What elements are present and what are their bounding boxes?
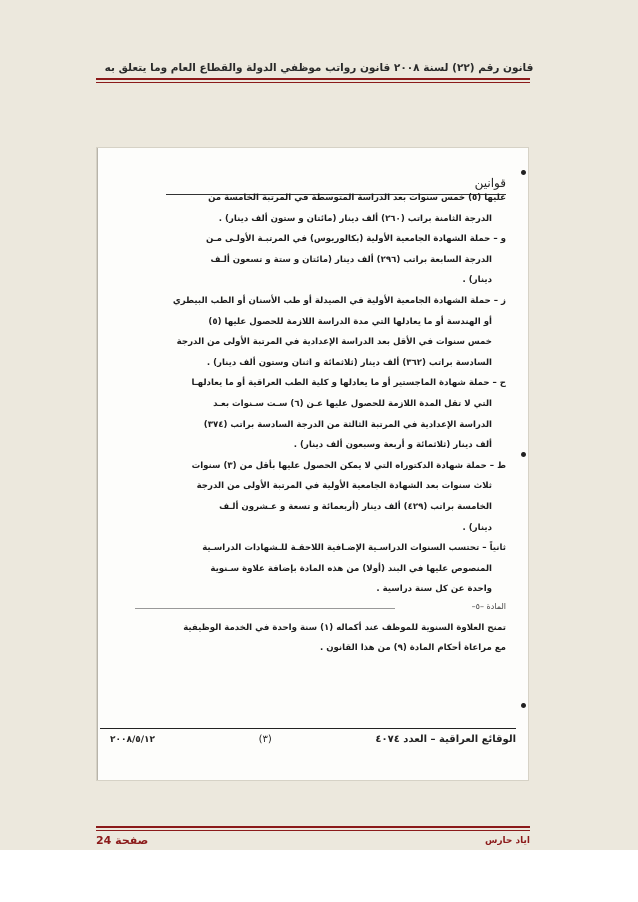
body-line: الدراسة الإعدادية في المرتبة الثالثة من الدرجة السادسة براتب (٣٧٤) bbox=[203, 419, 492, 430]
gazette-source: الوقائع العراقية – العدد ٤٠٧٤ bbox=[375, 734, 516, 745]
body-line: الدرجة السابعة براتب (٢٩٦) ألف دينار (مائتان و ستة و تسعون ألـف bbox=[210, 254, 492, 265]
body-line: السادسة براتب (٣٦٢) ألف دينار (ثلاثمائة و اثنان وستون ألف دينار) . bbox=[206, 357, 492, 368]
article-body-text bbox=[106, 618, 506, 658]
body-line: ط – حملة شهادة الدكتوراه التي لا يمكن الحصول عليها بأقل من (٣) سنوات bbox=[191, 460, 506, 471]
body-line: و – حملة الشهادة الجامعية الأولية (بكالوريوس) في المرتبـة الأولـى مـن bbox=[205, 234, 506, 245]
article-line: مع مراعاة أحكام المادة (٩) من هذا القانون . bbox=[319, 643, 506, 653]
gazette-footer bbox=[110, 734, 516, 745]
body-line: أو الهندسة أو ما يعادلها التي مدة الدراسة اللازمة للحصول عليها (٥) bbox=[208, 316, 492, 327]
header-rule bbox=[96, 78, 530, 83]
body-line: ألف دينار (ثلاثمائة و أربعة وسبعون ألف دينار) . bbox=[293, 440, 492, 451]
article-line: تمنح العلاوة السنوية للموظف عند أكماله (١) سنة واحدة في الخدمة الوظيفية bbox=[183, 623, 506, 633]
running-header: قانون رقم (٢٢) لسنة ٢٠٠٨ قانون رواتب موظفي الدولة والقطاع العام وما يتعلق به bbox=[104, 62, 534, 74]
body-line: ثانياً – تحتسب السنوات الدراسـية الإضـافية اللاحقـة للـشهادات الدراسـية bbox=[202, 543, 506, 554]
punch-hole-dot bbox=[521, 703, 526, 708]
punch-hole-dot bbox=[521, 452, 526, 457]
body-line: دينار) . bbox=[462, 522, 492, 533]
body-line: الدرجة الثامنة براتب (٢٦٠) ألف دينار (مائتان و ستون ألف دينار) . bbox=[218, 213, 492, 224]
gazette-page-number: (٣) bbox=[258, 734, 272, 745]
gazette-date: ٢٠٠٨/٥/١٢ bbox=[110, 734, 156, 745]
body-line: ح – حملة شهادة الماجستير أو ما يعادلها و كلية الطب العراقية أو ما يعادلهـا bbox=[191, 378, 506, 389]
footer-rule bbox=[96, 826, 530, 831]
body-line: ز – حملة الشهادة الجامعية الأولية في الصيدلة أو طب الأسنان أو الطب البيطري bbox=[172, 295, 506, 306]
body-line: الخامسة براتب (٤٢٩) ألف دينار (أربعمائة و تسعة و عـشرون ألـف bbox=[219, 501, 492, 512]
punch-hole-dot bbox=[521, 170, 526, 175]
section-heading: قوانين bbox=[474, 176, 506, 190]
body-line: عليها (٥) خمس سنوات بعد الدراسة المتوسطة في المرتبة الخامسة من bbox=[208, 193, 506, 203]
article-rule bbox=[135, 608, 395, 609]
author-name: اياد حارس bbox=[484, 836, 530, 846]
scan-edge-line bbox=[97, 148, 98, 780]
law-body-text bbox=[106, 188, 506, 600]
body-line: دينار) . bbox=[462, 275, 492, 286]
article-heading: المادة –٥– bbox=[471, 602, 506, 611]
body-line: واحدة عن كل سنة دراسية . bbox=[376, 584, 492, 595]
body-line: خمس سنوات في الأقل بعد الدراسة الإعدادية في المرتبة الأولى من الدرجة bbox=[176, 337, 492, 348]
body-line: التي لا تقل المدة اللازمة للحصول عليها عـن (٦) سـت سـنوات بعـد bbox=[213, 398, 492, 409]
body-line: المنصوص عليها في البند (أولا) من هذه المادة بإضافة علاوة سـنوية bbox=[210, 563, 492, 574]
scanned-page bbox=[97, 148, 528, 780]
gazette-rule bbox=[100, 728, 516, 729]
body-line: ثلاث سنوات بعد الشهادة الجامعية الأولية في المرتبة الأولى من الدرجة bbox=[196, 481, 492, 492]
page-number: صفحة 24 bbox=[96, 834, 149, 847]
